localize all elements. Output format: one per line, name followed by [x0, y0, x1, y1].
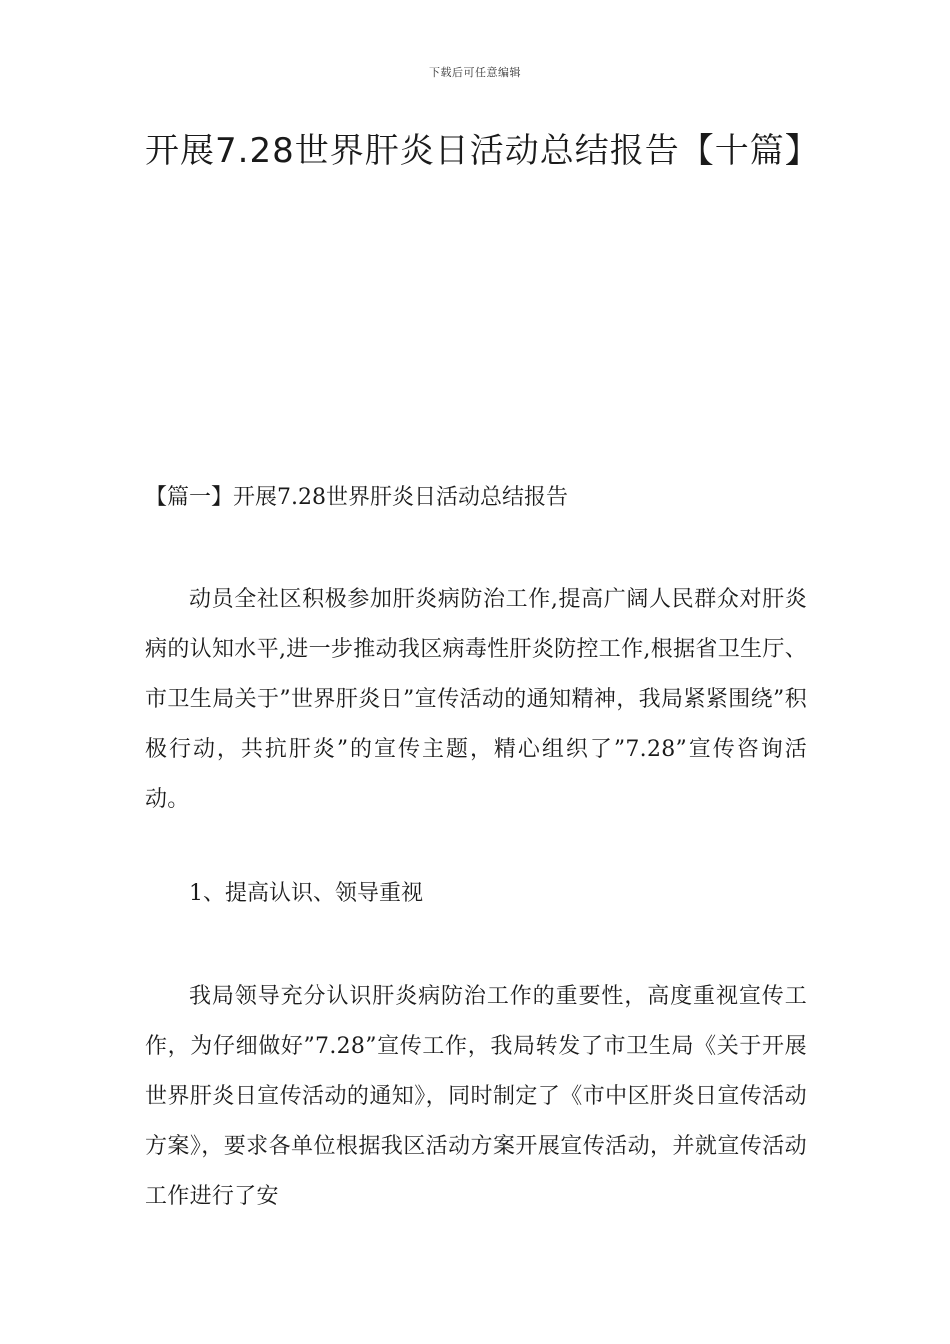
body-paragraph: 我局领导充分认识肝炎病防治工作的重要性，高度重视宣传工作，为仔细做好”7.28”宣传工作，我局转发了市卫生局《关于开展世界肝炎日宣传活动的通知》，同时制定了《市中区肝炎日宣传活动方案》，要求各单位根据我区活动方案开展宣传活动，并就宣传活动工作进行了安 — [145, 984, 807, 1209]
document-title: 开展7.28世界肝炎日活动总结报告【十篇】 — [145, 131, 820, 171]
sub-heading: 1、提高认识、领导重视 — [189, 881, 423, 906]
section-heading: 【篇一】开展7.28世界肝炎日活动总结报告 — [145, 485, 568, 510]
body-paragraph: 动员全社区积极参加肝炎病防治工作,提高广阔人民群众对肝炎病的认知水平,进一步推动我区病毒性肝炎防控工作,根据省卫生厅、市卫生局关于”世界肝炎日”宣传活动的通知精神，我局紧紧围绕”积极行动，共抗肝炎”的宣传主题，精心组织了”7.28”宣传咨询活动。 — [145, 587, 807, 812]
header-note: 下载后可任意编辑 — [429, 66, 521, 79]
